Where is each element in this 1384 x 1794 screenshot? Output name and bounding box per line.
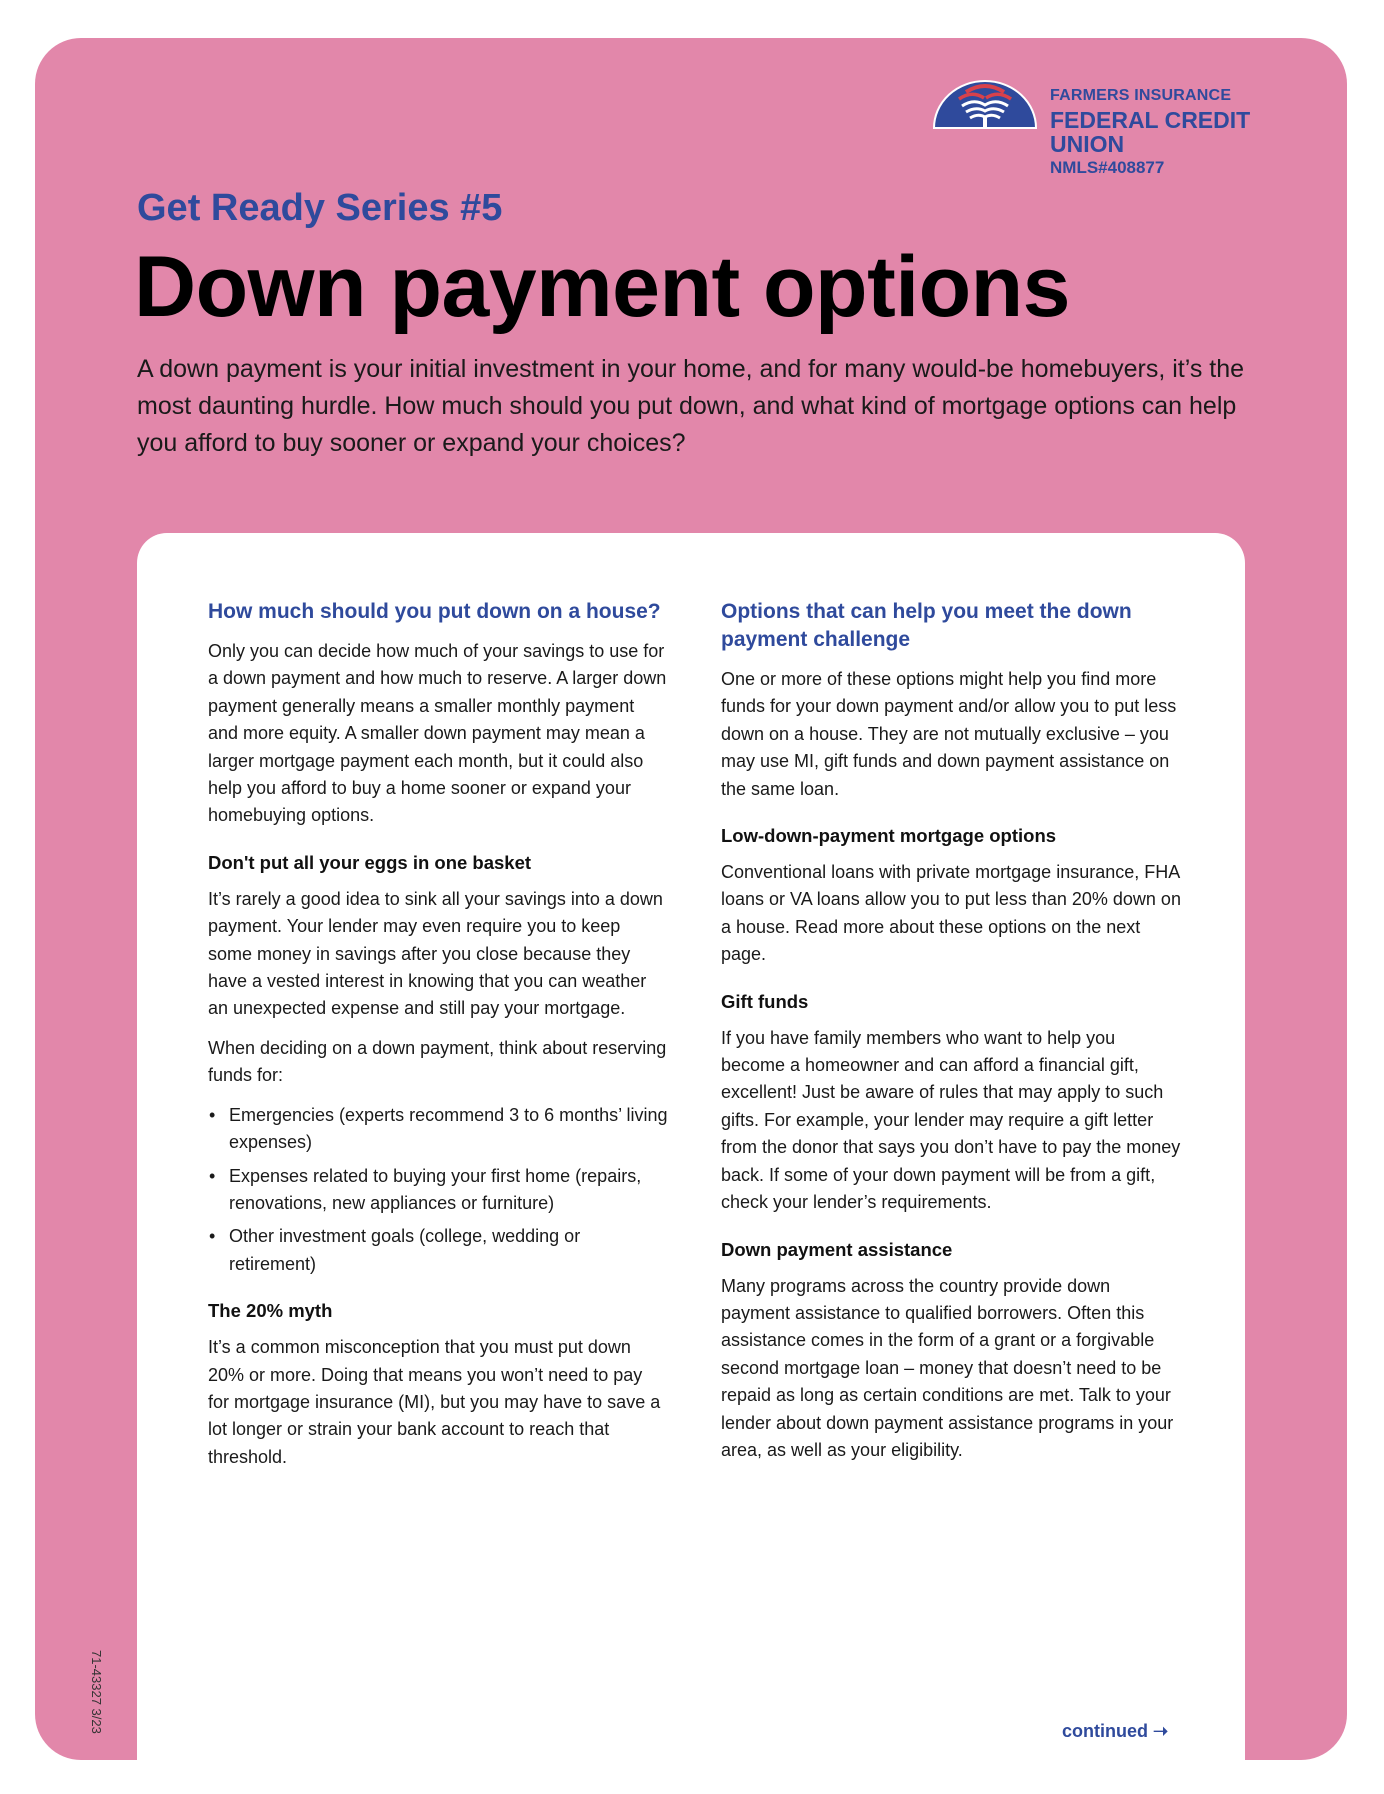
- left-paragraph-1: Only you can decide how much of your savings to use for a down payment and how much to reserve. A larger down payment generally means a smaller monthly payment and more equity. A smaller down payment may mean a larger mortgage payment each month, but it could also help you afford to buy a home sooner or expand your homebuying options.: [208, 641, 667, 826]
- subheading-low-down-payment: Low-down-payment mortgage options: [721, 825, 1057, 847]
- right-paragraph-3: If you have family members who want to help you become a homeowner and can afford a financial gift, excellent! Just be aware of rules that may apply to such gifts. For example, your lender may require a gift letter from the donor that says you don’t have to pay the money back. If some of your down payment will be from a gift, check your lender’s requirements.: [721, 1027, 1181, 1213]
- list-item-text: Emergencies (experts recommend 3 to 6 months’ living expenses): [229, 1104, 668, 1153]
- list-item: [208, 1223, 668, 1278]
- subheading-20-percent-myth: The 20% myth: [208, 1300, 333, 1322]
- bullet-icon: •: [209, 1104, 216, 1125]
- nmls-number: NMLS#408877: [1050, 158, 1165, 178]
- subheading-gift-funds: Gift funds: [721, 990, 809, 1012]
- list-item-text: Other investment goals (college, wedding or retirement): [229, 1226, 581, 1274]
- right-column: [721, 598, 1181, 1476]
- left-paragraph-3: When deciding on a down payment, think about reserving funds for:: [208, 1037, 667, 1086]
- right-heading: Options that can help you meet the down payment challenge: [721, 600, 1132, 651]
- left-paragraph-2: It’s rarely a good idea to sink all your savings into a down payment. Your lender may even require you to keep some money in savings after you close because they have a vested interest in knowing that you can weather an unexpected expense and still pay your mortgage.: [208, 888, 663, 1019]
- reserve-funds-list: [208, 1102, 668, 1278]
- left-column: [208, 598, 668, 1483]
- bullet-icon: •: [209, 1165, 216, 1186]
- tree-umbrella-logo-icon: [932, 78, 1038, 130]
- right-paragraph-1: One or more of these options might help you find more funds for your down payment and/or allow you to put less down on a house. They are not mutually exclusive – you may use MI, gift funds and down payment assistance on the same loan.: [721, 669, 1177, 799]
- series-label: Get Ready Series #5: [137, 187, 503, 229]
- bullet-icon: •: [209, 1226, 216, 1247]
- intro-paragraph: A down payment is your initial investment in your home, and for many would-be homebuyers, it’s the most daunting hurdle. How much should you put down, and what kind of mortgage options can help you afford to buy sooner or expand your choices?: [137, 355, 1245, 457]
- list-item: [208, 1163, 668, 1218]
- left-paragraph-4: It’s a common misconception that you must put down 20% or more. Doing that means you won’t need to pay for mortgage insurance (MI), but you may have to save a lot longer or strain your bank account to reach that threshold.: [208, 1337, 661, 1467]
- right-paragraph-2: Conventional loans with private mortgage insurance, FHA loans or VA loans allow you to put less than 20% down on a house. Read more about these options on the next page.: [721, 862, 1181, 965]
- brand-logo: [932, 78, 1322, 178]
- brand-name-line2: FEDERAL CREDIT UNION: [1050, 106, 1251, 157]
- right-paragraph-4: Many programs across the country provide down payment assistance to qualified borrowers. Often this assistance comes in the form of a grant or a forgivable second mortgage loan – money that doesn’t need to be repaid as long as certain conditions are met. Talk to your lender about down payment assistance programs in your area, as well as your eligibility.: [721, 1275, 1174, 1460]
- list-item-text: Expenses related to buying your first home (repairs, renovations, new appliances or furniture): [229, 1165, 642, 1213]
- subheading-down-payment-assistance: Down payment assistance: [721, 1238, 953, 1260]
- page-title: Down payment options: [134, 239, 1070, 335]
- brand-name-line1: FARMERS INSURANCE: [1050, 87, 1232, 104]
- subheading-eggs-basket: Don't put all your eggs in one basket: [208, 851, 532, 873]
- document-code: 71-43327 3/23: [89, 1650, 104, 1734]
- left-heading: How much should you put down on a house?: [208, 600, 661, 623]
- list-item: [208, 1102, 668, 1157]
- continued-link[interactable]: continued ➝: [1062, 1721, 1169, 1741]
